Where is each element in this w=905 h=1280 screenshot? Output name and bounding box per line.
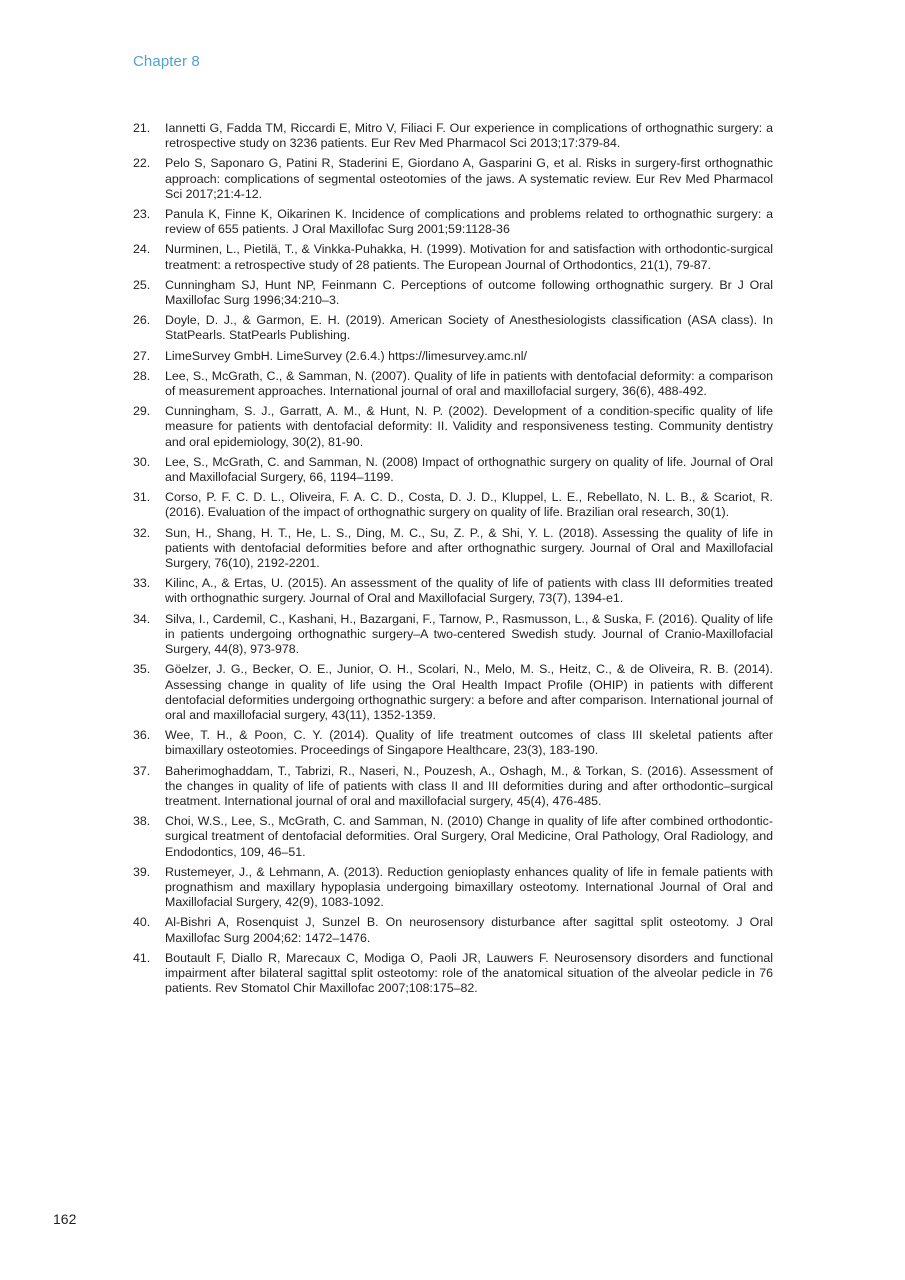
chapter-header: Chapter 8 (133, 53, 200, 70)
reference-item (133, 526, 773, 572)
page-number: 162 (53, 1211, 77, 1227)
reference-item (133, 576, 773, 606)
reference-number: 21. (133, 121, 151, 135)
reference-number: 39. (133, 864, 151, 879)
reference-item (133, 404, 773, 450)
reference-text: Göelzer, J. G., Becker, O. E., Junior, O. H., Scolari, N., Melo, M. S., Heitz, C., & de Oliveira, R. B. (2014). Assessing change in quality of life using the Oral Health Impact Profile (OHIP) in patients with different dentofacial deformities undergoing orthognathic surgery: a before and after comparison. International journal of oral and maxillofacial surgery, 43(11), 1352-1359. (165, 662, 773, 722)
reference-text: Wee, T. H., & Poon, C. Y. (2014). Quality of life treatment outcomes of class III skeletal patients after bimaxillary osteotomies. Proceedings of Singapore Healthcare, 23(3), 183-190. (165, 728, 773, 758)
reference-text: Kilinc, A., & Ertas, U. (2015). An assessment of the quality of life of patients with class III deformities treated with orthognathic surgery. Journal of Oral and Maxillofacial Surgery, 73(7), 1394-e1. (165, 576, 773, 606)
reference-text: Lee, S., McGrath, C., & Samman, N. (2007). Quality of life in patients with dentofacial deformity: a comparison of measurement approaches. International journal of oral and maxillofacial surgery, 36(6), 488-492. (165, 368, 773, 399)
reference-item (133, 814, 773, 860)
reference-number: 28. (133, 368, 151, 383)
reference-text: Baherimoghaddam, T., Tabrizi, R., Naseri, N., Pouzesh, A., Oshagh, M., & Torkan, S. (2016). Assessment of the changes in quality of life of patients with class II and III deformities during and after orthodontic–surgical treatment. International journal of oral and maxillofacial surgery, 45(4), 476-485. (165, 763, 773, 808)
reference-number: 23. (133, 207, 151, 222)
reference-text: Corso, P. F. C. D. L., Oliveira, F. A. C. D., Costa, D. J. D., Kluppel, L. E., Rebellato, N. L. B., & Scariot, R. (2016). Evaluation of the impact of orthognathic surgery on quality of life. Brazilian oral research, 30(1). (165, 490, 773, 520)
reference-item (133, 915, 773, 945)
reference-item (133, 728, 773, 758)
reference-item (133, 242, 773, 272)
reference-item (133, 207, 773, 237)
reference-list (133, 121, 773, 1001)
reference-number: 38. (133, 814, 151, 829)
reference-number: 24. (133, 242, 151, 257)
reference-number: 25. (133, 277, 151, 292)
reference-number: 22. (133, 156, 151, 171)
reference-number: 40. (133, 915, 151, 930)
reference-text: Panula K, Finne K, Oikarinen K. Incidence of complications and problems related to orthognathic surgery: a review of 655 patients. J Oral Maxillofac Surg 2001;59:1128-36 (165, 207, 773, 237)
reference-text: Silva, I., Cardemil, C., Kashani, H., Bazargani, F., Tarnow, P., Rasmusson, L., & Suska, F. (2016). Quality of life in patients undergoing orthognathic surgery–A two-centered Swedish study. Journal of Cranio-Maxillofacial Surgery, 44(8), 973-978. (165, 611, 773, 657)
reference-item (133, 349, 773, 364)
reference-item (133, 612, 773, 658)
reference-text: Nurminen, L., Pietilä, T., & Vinkka-Puhakka, H. (1999). Motivation for and satisfaction with orthodontic-surgical treatment: a retrospective study of 28 patients. The European Journal of Orthodontics, 21(1), 79-87. (165, 242, 773, 272)
reference-number: 30. (133, 454, 151, 469)
reference-text: Boutault F, Diallo R, Marecaux C, Modiga O, Paoli JR, Lauwers F. Neurosensory disorders and functional impairment after bilateral sagittal split osteotomy: role of the anatomical situation of the alveolar pedicle in 76 patients. Rev Stomatol Chir Maxillofac 2007;108:175–82. (165, 950, 773, 996)
reference-text: Pelo S, Saponaro G, Patini R, Staderini E, Giordano A, Gasparini G, et al. Risks in surgery-first orthognathic approach: complications of segmental osteotomies of the jaws. A systematic review. Eur Rev Med Pharmacol Sci 2017;21:4-12. (165, 156, 773, 201)
reference-item (133, 313, 773, 343)
reference-item (133, 121, 773, 151)
reference-text: Al-Bishri A, Rosenquist J, Sunzel B. On neurosensory disturbance after sagittal split osteotomy. J Oral Maxillofac Surg 2004;62: 1472–1476. (165, 915, 773, 945)
reference-number: 35. (133, 662, 151, 677)
reference-text: Rustemeyer, J., & Lehmann, A. (2013). Reduction genioplasty enhances quality of life in female patients with prognathism and maxillary hypoplasia undergoing bimaxillary osteotomy. International Journal of Oral and Maxillofacial Surgery, 42(9), 1083-1092. (165, 864, 773, 910)
reference-item (133, 490, 773, 520)
reference-number: 36. (133, 728, 151, 743)
reference-number: 31. (133, 490, 151, 505)
reference-text: Cunningham SJ, Hunt NP, Feinmann C. Perceptions of outcome following orthognathic surgery. Br J Oral Maxillofac Surg 1996;34:210–3. (165, 277, 773, 308)
reference-item (133, 764, 773, 810)
reference-text: Cunningham, S. J., Garratt, A. M., & Hunt, N. P. (2002). Development of a condition-specific quality of life measure for patients with dentofacial deformity: II. Validity and responsiveness testing. Community dentistry and oral epidemiology, 30(2), 81-90. (165, 404, 773, 449)
reference-text: Choi, W.S., Lee, S., McGrath, C. and Samman, N. (2010) Change in quality of life after combined orthodontic-surgical treatment of dentofacial deformities. Oral Surgery, Oral Medicine, Oral Pathology, Oral Radiology, and Endodontics, 109, 46–51. (165, 814, 773, 859)
reference-text: Sun, H., Shang, H. T., He, L. S., Ding, M. C., Su, Z. P., & Shi, Y. L. (2018). Assessing the quality of life in patients with dentofacial deformities before and after orthognathic surgery. Journal of Oral and Maxillofacial Surgery, 76(10), 2192-2201. (165, 525, 773, 571)
reference-number: 32. (133, 525, 151, 540)
reference-number: 27. (133, 348, 151, 363)
reference-text: LimeSurvey GmbH. LimeSurvey (2.6.4.) https://limesurvey.amc.nl/ (165, 348, 527, 363)
reference-item (133, 865, 773, 911)
reference-item (133, 156, 773, 202)
reference-item (133, 369, 773, 399)
reference-number: 33. (133, 576, 151, 591)
reference-text: Doyle, D. J., & Garmon, E. H. (2019). American Society of Anesthesiologists classification (ASA class). In StatPearls. StatPearls Publishing. (165, 313, 773, 343)
reference-number: 26. (133, 313, 151, 328)
reference-number: 41. (133, 950, 151, 965)
reference-item (133, 278, 773, 308)
reference-item (133, 951, 773, 997)
reference-text: Lee, S., McGrath, C. and Samman, N. (2008) Impact of orthognathic surgery on quality of life. Journal of Oral and Maxillofacial Surgery, 66, 1194–1199. (165, 454, 773, 485)
reference-number: 29. (133, 404, 151, 419)
reference-item (133, 662, 773, 723)
reference-number: 37. (133, 763, 151, 778)
reference-text: Iannetti G, Fadda TM, Riccardi E, Mitro V, Filiaci F. Our experience in complications of orthognathic surgery: a retrospective study on 3236 patients. Eur Rev Med Pharmacol Sci 2013;17:379-84. (165, 121, 773, 151)
reference-number: 34. (133, 611, 151, 626)
reference-item (133, 455, 773, 485)
